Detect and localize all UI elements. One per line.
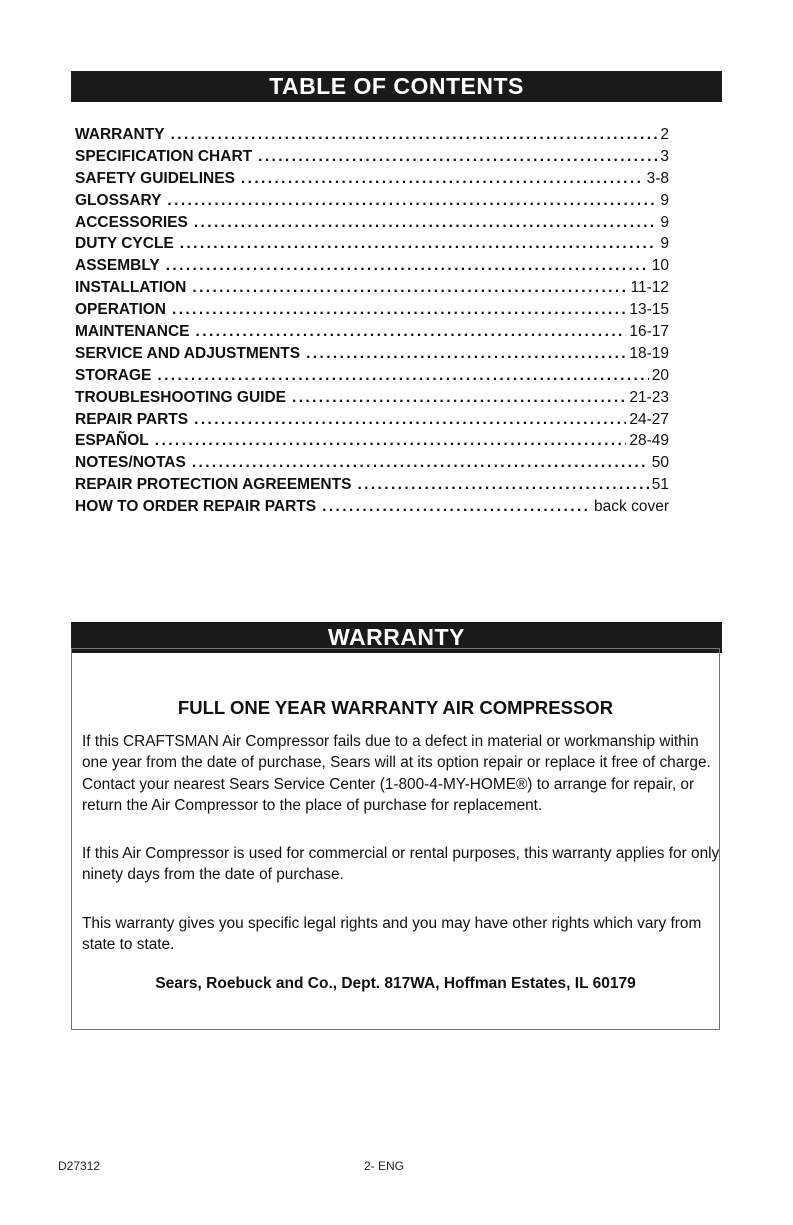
toc-entry-title: INSTALLATION — [75, 279, 187, 297]
toc-entry-title: REPAIR PARTS — [75, 410, 189, 428]
toc-leader-dots — [192, 454, 649, 472]
toc-entry-glossary[interactable] — [75, 192, 669, 214]
toc-entry-page: 20 — [651, 366, 669, 384]
toc-entry-page: back cover — [594, 498, 669, 516]
toc-entry-service-and-adjustments[interactable] — [75, 345, 669, 367]
warranty-paragraph-coverage: If this CRAFTSMAN Air Compressor fails due to a defect in material or workmanship within one year from the date of purchase, Sears will at its option repair or replace it free of charge. Contact your nearest Sears Service Center (1-800-4-MY-HOME®) to arrange for repair, or return the Air Compressor to the place of purchase for replacement. — [82, 733, 711, 814]
toc-entry-title: HOW TO ORDER REPAIR PARTS — [75, 498, 317, 516]
toc-entry-title: REPAIR PROTECTION AGREEMENTS — [75, 476, 352, 494]
toc-leader-dots — [171, 126, 658, 144]
toc-entry-how-to-order-repair-parts[interactable] — [75, 498, 669, 520]
toc-entry-title: GLOSSARY — [75, 191, 162, 209]
toc-leader-dots — [194, 411, 626, 429]
toc-entry-page: 18-19 — [629, 344, 669, 362]
toc-entry-assembly[interactable] — [75, 257, 669, 279]
page-number: 2- ENG — [364, 1159, 405, 1173]
table-of-contents — [75, 126, 669, 520]
toc-entry-title: SERVICE AND ADJUSTMENTS — [75, 344, 301, 362]
toc-leader-dots — [157, 367, 648, 385]
toc-entry-page: 9 — [660, 235, 669, 253]
toc-leader-dots — [292, 389, 626, 407]
toc-entry-title: ESPAÑOL — [75, 432, 149, 450]
toc-entry-title: STORAGE — [75, 366, 152, 384]
toc-entry-page: 51 — [651, 476, 669, 494]
toc-entry-page: 9 — [660, 191, 669, 209]
toc-entry-page: 9 — [660, 213, 669, 231]
toc-leader-dots — [172, 301, 626, 319]
document-code: D27312 — [58, 1159, 101, 1173]
toc-leader-dots — [196, 323, 627, 341]
toc-entry-page: 24-27 — [629, 410, 669, 428]
toc-entry-specification-chart[interactable] — [75, 148, 669, 170]
toc-leader-dots — [258, 148, 657, 166]
toc-entry-page: 50 — [651, 454, 669, 472]
toc-entry-warranty[interactable] — [75, 126, 669, 148]
toc-leader-dots — [180, 235, 658, 253]
toc-entry-espanol[interactable] — [75, 432, 669, 454]
toc-leader-dots — [192, 279, 627, 297]
toc-entry-title: SPECIFICATION CHART — [75, 147, 253, 165]
toc-entry-page: 2 — [660, 126, 669, 143]
toc-entry-safety-guidelines[interactable] — [75, 170, 669, 192]
toc-entry-title: NOTES/NOTAS — [75, 454, 186, 472]
toc-entry-page: 28-49 — [629, 432, 669, 450]
warranty-heading: WARRANTY — [71, 622, 722, 653]
toc-entry-repair-protection-agreements[interactable] — [75, 476, 669, 498]
toc-leader-dots — [194, 214, 658, 232]
warranty-box-title: FULL ONE YEAR WARRANTY AIR COMPRESSOR — [177, 697, 614, 718]
toc-entry-page: 11-12 — [630, 279, 669, 297]
toc-entry-storage[interactable] — [75, 367, 669, 389]
toc-entry-page: 16-17 — [629, 323, 669, 341]
toc-leader-dots — [167, 192, 657, 210]
toc-entry-title: WARRANTY — [75, 126, 165, 143]
toc-entry-title: SAFETY GUIDELINES — [75, 169, 235, 187]
toc-entry-page: 3 — [660, 147, 669, 165]
toc-entry-duty-cycle[interactable] — [75, 235, 669, 257]
toc-entry-notes[interactable] — [75, 454, 669, 476]
warranty-paragraph-commercial-use: If this Air Compressor is used for commercial or rental purposes, this warranty applies for only ninety days from the date of purchase. — [82, 845, 720, 884]
toc-entry-title: ASSEMBLY — [75, 257, 160, 275]
toc-heading: TABLE OF CONTENTS — [71, 71, 722, 102]
toc-entry-title: ACCESSORIES — [75, 213, 188, 231]
toc-entry-title: OPERATION — [75, 301, 166, 319]
toc-leader-dots — [241, 170, 644, 188]
toc-entry-installation[interactable] — [75, 279, 669, 301]
toc-entry-repair-parts[interactable] — [75, 411, 669, 433]
toc-entry-page: 13-15 — [629, 301, 669, 319]
toc-entry-page: 3-8 — [646, 169, 669, 187]
warranty-address: Sears, Roebuck and Co., Dept. 817WA, Hoffman Estates, IL 60179 — [155, 975, 636, 992]
toc-entry-title: TROUBLESHOOTING GUIDE — [75, 388, 286, 406]
toc-entry-title: DUTY CYCLE — [75, 235, 174, 253]
warranty-box — [71, 648, 720, 1030]
toc-entry-maintenance[interactable] — [75, 323, 669, 345]
toc-entry-operation[interactable] — [75, 301, 669, 323]
toc-entry-page: 21-23 — [629, 388, 669, 406]
toc-leader-dots — [306, 345, 626, 363]
toc-leader-dots — [357, 476, 648, 494]
toc-entry-accessories[interactable] — [75, 214, 669, 236]
toc-entry-troubleshooting-guide[interactable] — [75, 389, 669, 411]
toc-leader-dots — [166, 257, 649, 275]
toc-entry-title: MAINTENANCE — [75, 323, 190, 341]
toc-leader-dots — [322, 498, 591, 516]
warranty-paragraph-legal-rights: This warranty gives you specific legal rights and you may have other rights which vary from state to state. — [82, 915, 702, 954]
toc-leader-dots — [155, 432, 627, 450]
toc-entry-page: 10 — [651, 257, 669, 275]
